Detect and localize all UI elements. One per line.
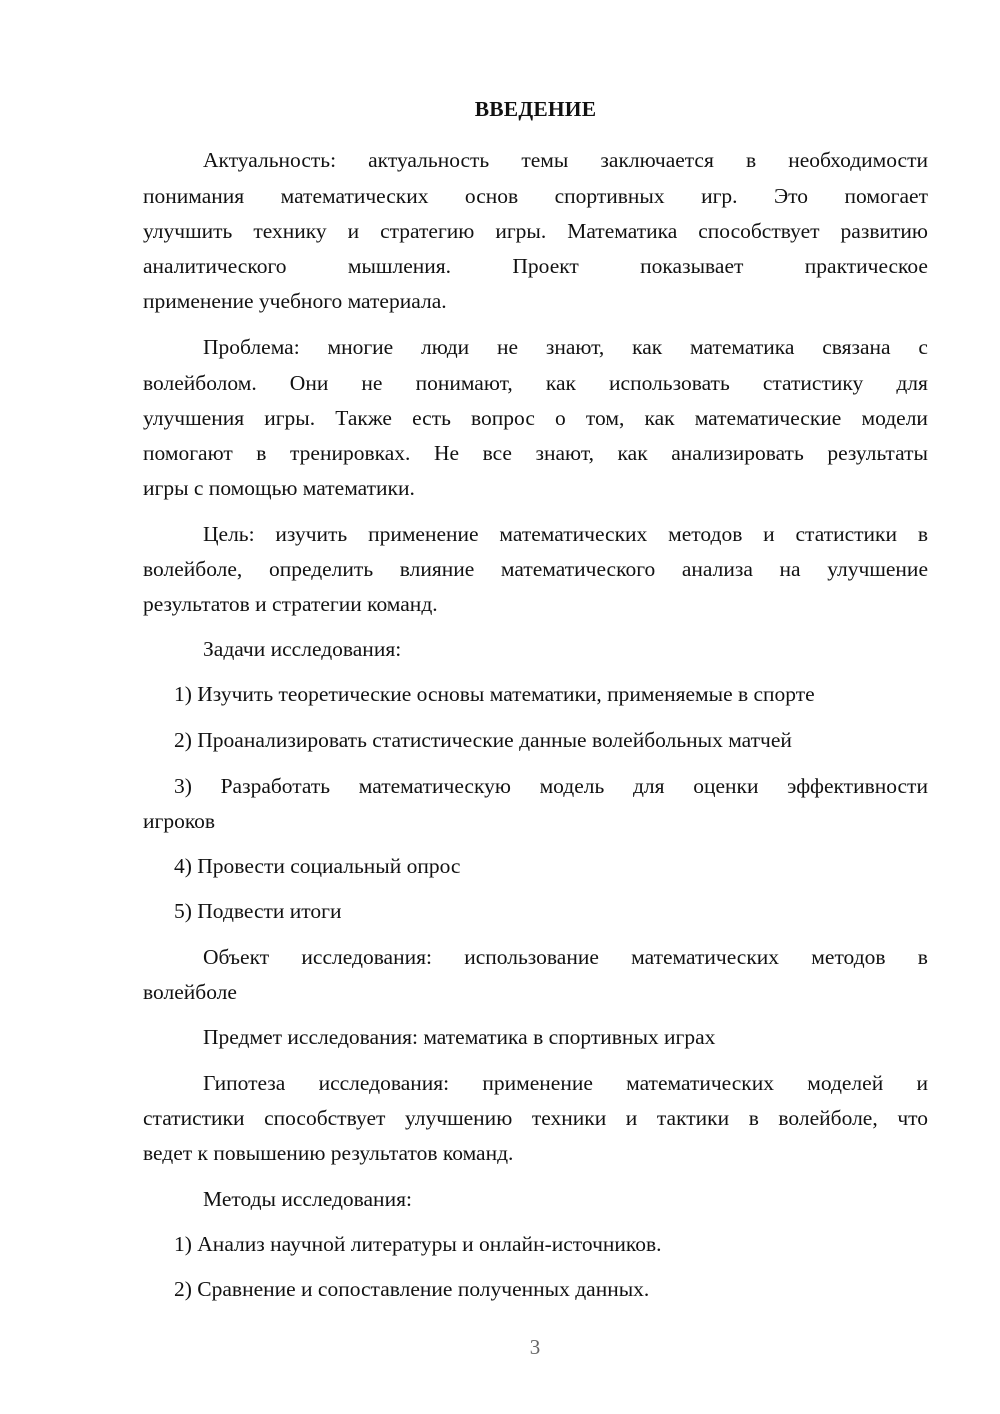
text-line: применение учебного материала.: [143, 289, 447, 313]
text-line: результатов и стратегии команд.: [143, 592, 438, 616]
text-line: 2) Проанализировать статистические данные волейбольных матчей: [174, 728, 792, 752]
page-number: 3: [529, 1335, 541, 1359]
text-line: Предмет исследования: математика в спортивных играх: [203, 1025, 716, 1049]
text-line: ведет к повышению результатов команд.: [143, 1141, 514, 1165]
text-line: Проблема: многие люди не знают, как математика связана с: [203, 335, 928, 359]
page-title: ВВЕДЕНИЕ: [474, 97, 597, 121]
text-line: Актуальность: актуальность темы заключается в необходимости: [203, 148, 928, 172]
text-line: Гипотеза исследования: применение математических моделей и: [203, 1071, 928, 1095]
text-line: волейболом. Они не понимают, как использовать статистику для: [143, 371, 928, 395]
text-line: 5) Подвести итоги: [174, 899, 342, 923]
text-line: Цель: изучить применение математических методов и статистики в: [203, 522, 928, 546]
text-line: игроков: [143, 809, 216, 833]
text-line: волейболе, определить влияние математического анализа на улучшение: [143, 557, 928, 581]
text-line: волейболе: [143, 980, 237, 1004]
text-line: 4) Провести социальный опрос: [174, 854, 461, 878]
text-line: улучшения игры. Также есть вопрос о том, как математические модели: [143, 406, 928, 430]
text-line: 3) Разработать математическую модель для оценки эффективности: [174, 774, 928, 798]
text-line: 2) Сравнение и сопоставление полученных данных.: [174, 1277, 650, 1301]
text-line: статистики способствует улучшению техники и тактики в волейболе, что: [143, 1106, 928, 1130]
text-line: Объект исследования: использование математических методов в: [203, 945, 928, 969]
text-line: игры с помощью математики.: [143, 476, 415, 500]
text-line: улучшить технику и стратегию игры. Математика способствует развитию: [143, 219, 928, 243]
text-line: 1) Изучить теоретические основы математики, применяемые в спорте: [174, 682, 815, 706]
text-line: 1) Анализ научной литературы и онлайн-источников.: [174, 1232, 662, 1256]
text-line: Задачи исследования:: [203, 637, 402, 661]
text-line: помогают в тренировках. Не все знают, как анализировать результаты: [143, 441, 928, 465]
text-line: понимания математических основ спортивных игр. Это помогает: [143, 184, 928, 208]
text-line: Методы исследования:: [203, 1187, 412, 1211]
text-line: аналитического мышления. Проект показывает практическое: [143, 254, 928, 278]
